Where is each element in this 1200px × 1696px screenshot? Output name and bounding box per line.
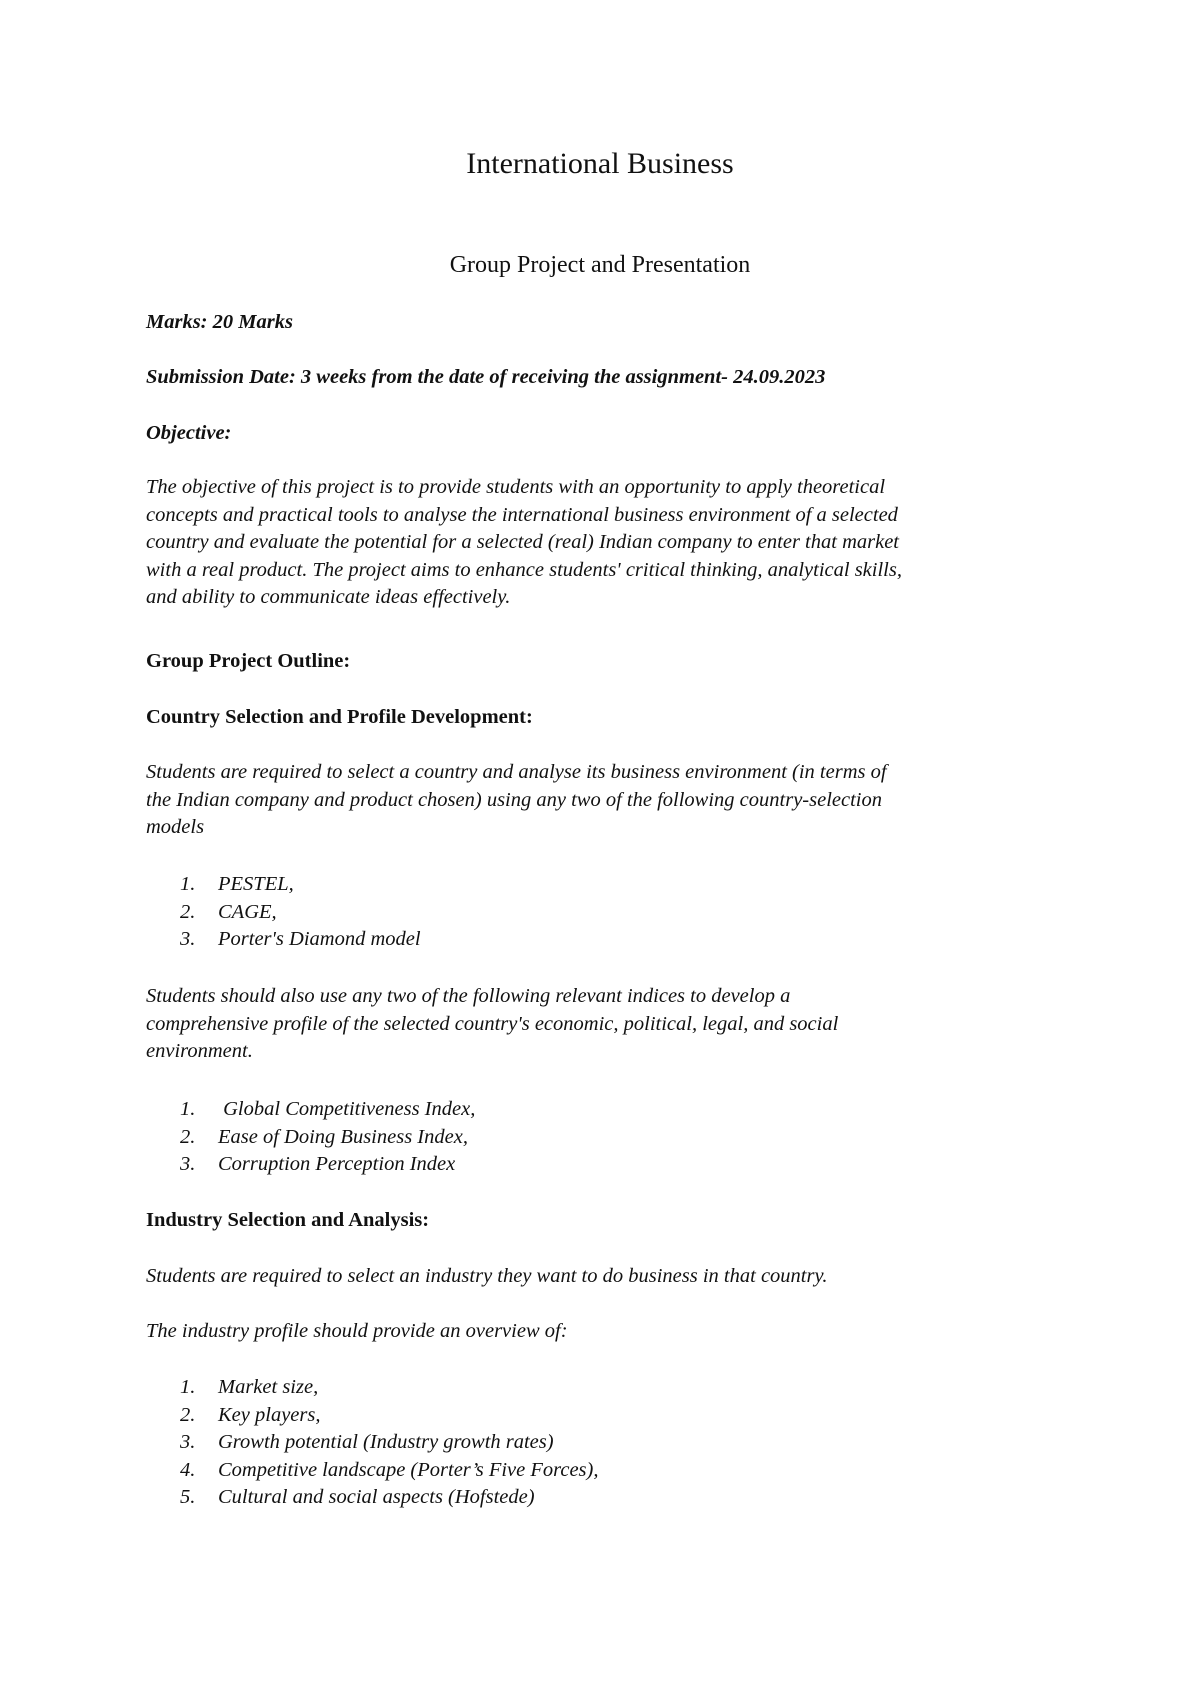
list-item: 3. Corruption Perception Index bbox=[180, 1153, 456, 1175]
document-subtitle: Group Project and Presentation bbox=[449, 252, 751, 278]
objective-paragraph bbox=[146, 474, 1066, 612]
country-line: the Indian company and product chosen) using any two of the following country-selection bbox=[146, 788, 882, 811]
list-item: 5. Cultural and social aspects (Hofstede) bbox=[180, 1486, 535, 1508]
list-item: 1. Market size, bbox=[180, 1376, 319, 1398]
list-item: 1. PESTEL, bbox=[180, 873, 294, 895]
list-item: 3. Porter's Diamond model bbox=[180, 928, 421, 950]
indices-paragraph bbox=[146, 983, 1066, 1066]
submission-date-line: Submission Date: 3 weeks from the date of receiving the assignment- 24.09.2023 bbox=[146, 366, 826, 388]
indices-line: Students should also use any two of the following relevant indices to develop a bbox=[146, 985, 791, 1007]
country-line: Students are required to select a country and analyse its business environment (in terms of bbox=[146, 761, 887, 783]
list-item: 1. Global Competitiveness Index, bbox=[180, 1098, 476, 1120]
objective-line: The objective of this project is to provide students with an opportunity to apply theoretical bbox=[146, 476, 886, 498]
industry-profile-line: The industry profile should provide an overview of: bbox=[146, 1320, 568, 1342]
objective-line: concepts and practical tools to analyse the international business environment of a selected bbox=[146, 503, 898, 526]
industry-line: Students are required to select an industry they want to do business in that country. bbox=[146, 1265, 828, 1287]
list-item: 2. CAGE, bbox=[180, 900, 277, 923]
list-item: 2. Ease of Doing Business Index, bbox=[180, 1125, 468, 1148]
indices-list bbox=[146, 1096, 1046, 1179]
list-item: 4. Competitive landscape (Porter’s Five Forces), bbox=[180, 1458, 599, 1481]
objective-line: country and evaluate the potential for a selected (real) Indian company to enter that market bbox=[146, 531, 899, 553]
list-item: 3. Growth potential (Industry growth rates) bbox=[180, 1431, 554, 1453]
indices-line: comprehensive profile of the selected country's economic, political, legal, and social bbox=[146, 1012, 839, 1035]
country-selection-heading: Country Selection and Profile Development: bbox=[146, 706, 533, 728]
country-line: models bbox=[146, 816, 205, 838]
list-item: 2. Key players, bbox=[180, 1403, 321, 1426]
models-list bbox=[146, 871, 1046, 954]
marks-line: Marks: 20 Marks bbox=[146, 311, 293, 333]
country-selection-paragraph bbox=[146, 759, 1066, 842]
industry-profile-list bbox=[146, 1374, 1046, 1512]
indices-line: environment. bbox=[146, 1040, 253, 1062]
objective-heading: Objective: bbox=[146, 422, 232, 444]
objective-line: and ability to communicate ideas effectively. bbox=[146, 586, 511, 608]
outline-heading: Group Project Outline: bbox=[146, 650, 351, 672]
document-title: International Business bbox=[466, 147, 734, 180]
objective-line: with a real product. The project aims to enhance students' critical thinking, analytical skills, bbox=[146, 558, 902, 581]
industry-selection-heading: Industry Selection and Analysis: bbox=[146, 1209, 430, 1231]
